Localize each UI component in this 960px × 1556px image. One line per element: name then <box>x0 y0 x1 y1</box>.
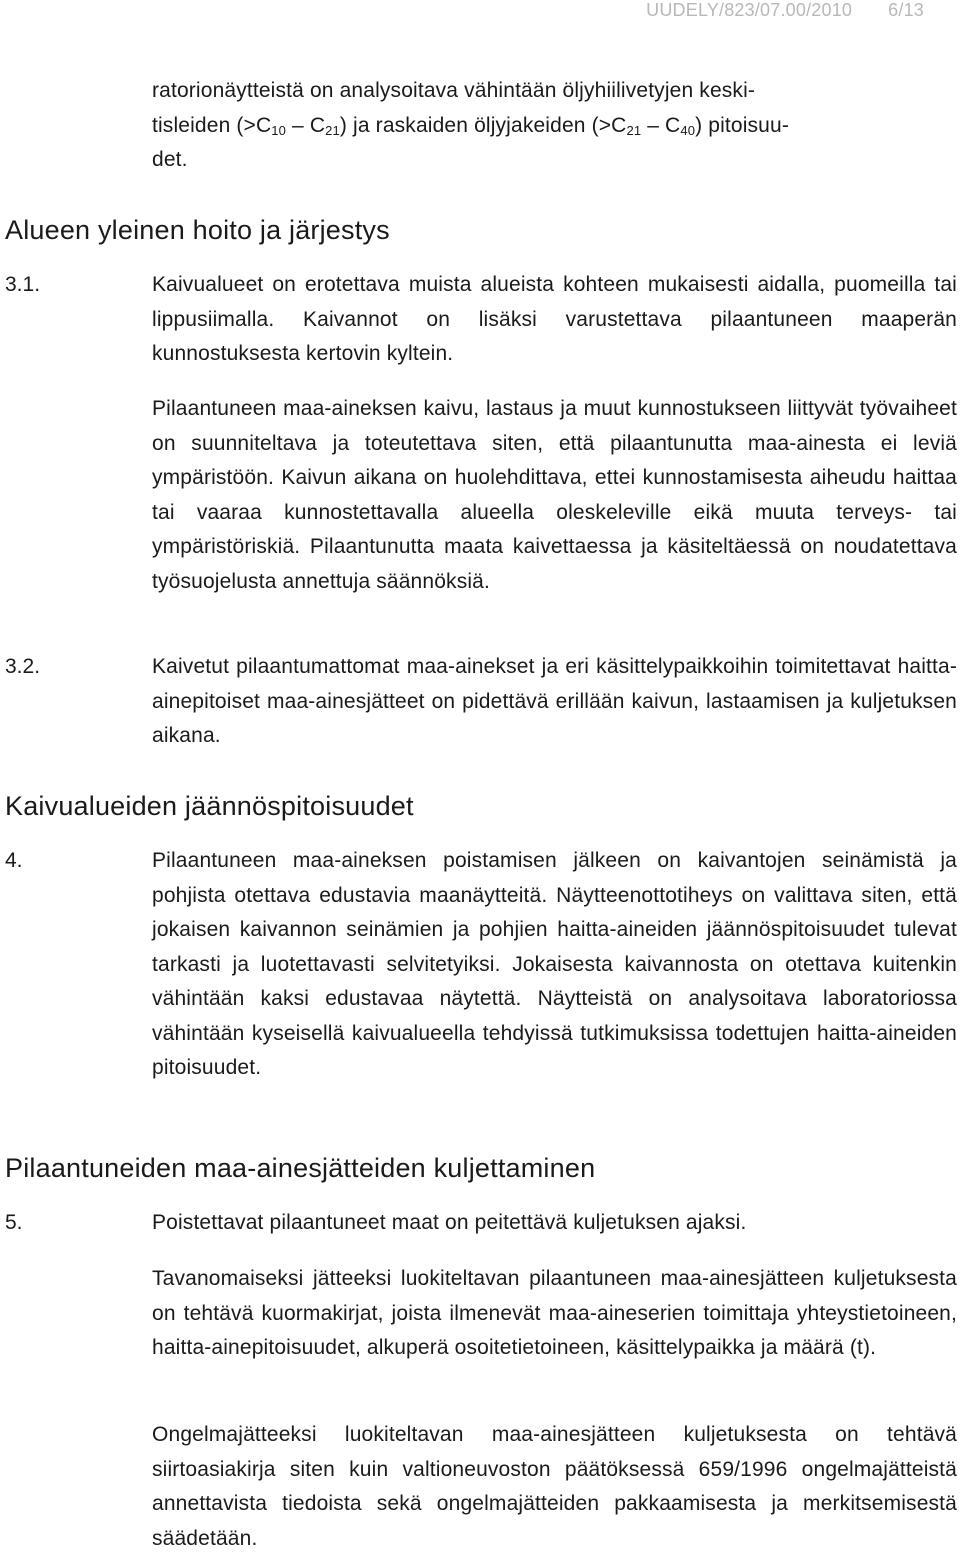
item-5-paragraph-1: Poistettavat pilaantuneet maat on peitettävä kuljetuksen ajaksi. <box>152 1211 747 1234</box>
item-3-1-paragraph-2-block <box>152 392 957 599</box>
item-5-paragraph-2: Tavanomaiseksi jätteeksi luokiteltavan pilaantuneen maa-ainesjätteen kuljetuksesta on tehtävä kuormakirjat, joista ilmenevät maa-aineserien toimittaja yhteystietoineen, haitta-ainepitoisuudet, alkuperä osoitetietoineen, käsittelypaikka ja määrä (t). <box>152 1267 957 1359</box>
intro-paragraph: ratorionäytteistä on analysoitava vähintään öljyhiilivetyjen keski- tisleiden $(>C_{10} - C_{21})$ ja raskaiden öljyjakeiden $(>C_{21} - C_{40})$ pitoisuu- det. <box>152 79 789 171</box>
item-number-5: 5. <box>5 1211 23 1234</box>
item-3-2-text <box>152 650 957 754</box>
item-5-text <box>152 1206 957 1241</box>
item-3-1-paragraph-1: Kaivualueet on erotettava muista alueista kohteen mukaisesti aidalla, puomeilla tai lippusiimalla. Kaivannot on lisäksi varustettava pilaantuneen maaperän kunnostuksesta kertovin kyltein. <box>152 273 957 365</box>
page-number: 6/13 <box>888 0 924 20</box>
item-3-2-paragraph: Kaivetut pilaantumattomat maa-ainekset ja eri käsittelypaikkoihin toimitettavat haitta-ainepitoiset maa-ainesjätteet on pidettävä erillään kaivun, lastaamisen ja kuljetuksen aikana. <box>152 655 957 747</box>
item-number-4: 4. <box>5 849 23 872</box>
item-3-1-paragraph-2: Pilaantuneen maa-aineksen kaivu, lastaus ja muut kunnostukseen liittyvät työvaiheet on suunniteltava ja toteutettava siten, että pilaantunutta maa-ainesta ei leviä ympäristöön. Kaivun aikana on huolehdittava, ettei kunnostamisesta aiheudu haittaa tai vaaraa kunnostettavalla alueella oleskeleville eikä muuta terveys- tai ympäristöriskiä. Pilaantunutta maata kaivettaessa ja käsiteltäessä on noudatettava työsuojelusta annettuja säännöksiä. <box>152 397 957 593</box>
document-reference: UUDELY/823/07.00/2010 <box>646 0 853 20</box>
item-5-paragraph-3: Ongelmajätteeksi luokiteltavan maa-ainesjätteen kuljetuksesta on tehtävä siirtoasiakirja siten kuin valtioneuvoston päätöksessä 659/1996 ongelmajätteistä annettavista tiedoista sekä ongelmajätteiden pakkaamisesta ja merkitsemisestä säädetään. <box>152 1423 957 1550</box>
section-heading-transport: Pilaantuneiden maa-ainesjätteiden kuljettaminen <box>5 1153 596 1183</box>
item-4-paragraph: Pilaantuneen maa-aineksen poistamisen jälkeen on kaivantojen seinämistä ja pohjista otettava edustavia maanäytteitä. Näytteenottotiheys on valittava siten, että jokaisen kaivannon seinämien ja pohjien haitta-aineiden jäännöspitoisuudet tulevat tarkasti ja luotettavasti selvitetyiksi. Jokaisesta kaivannosta on otettava kuitenkin vähintään kaksi edustavaa näytettä. Näytteistä on analysoitava laboratoriossa vähintään kyseisellä kaivualueella tehdyissä tutkimuksissa todettujen haitta-aineiden pitoisuudet. <box>152 849 957 1079</box>
page-header <box>646 0 924 24</box>
section-heading-general-care: Alueen yleinen hoito ja järjestys <box>5 215 390 245</box>
item-4-text <box>152 844 957 1086</box>
item-5-paragraph-3-block <box>152 1418 957 1556</box>
item-3-1-text <box>152 268 957 372</box>
item-5-paragraph-2-block <box>152 1262 957 1366</box>
item-number-3-2: 3.2. <box>5 655 41 678</box>
intro-line-1: ratorionäytteistä on analysoitava vähintään öljyhiilivetyjen keski- <box>152 79 756 102</box>
item-number-3-1: 3.1. <box>5 273 41 296</box>
section-heading-residual-concentrations: Kaivualueiden jäännöspitoisuudet <box>5 791 414 821</box>
